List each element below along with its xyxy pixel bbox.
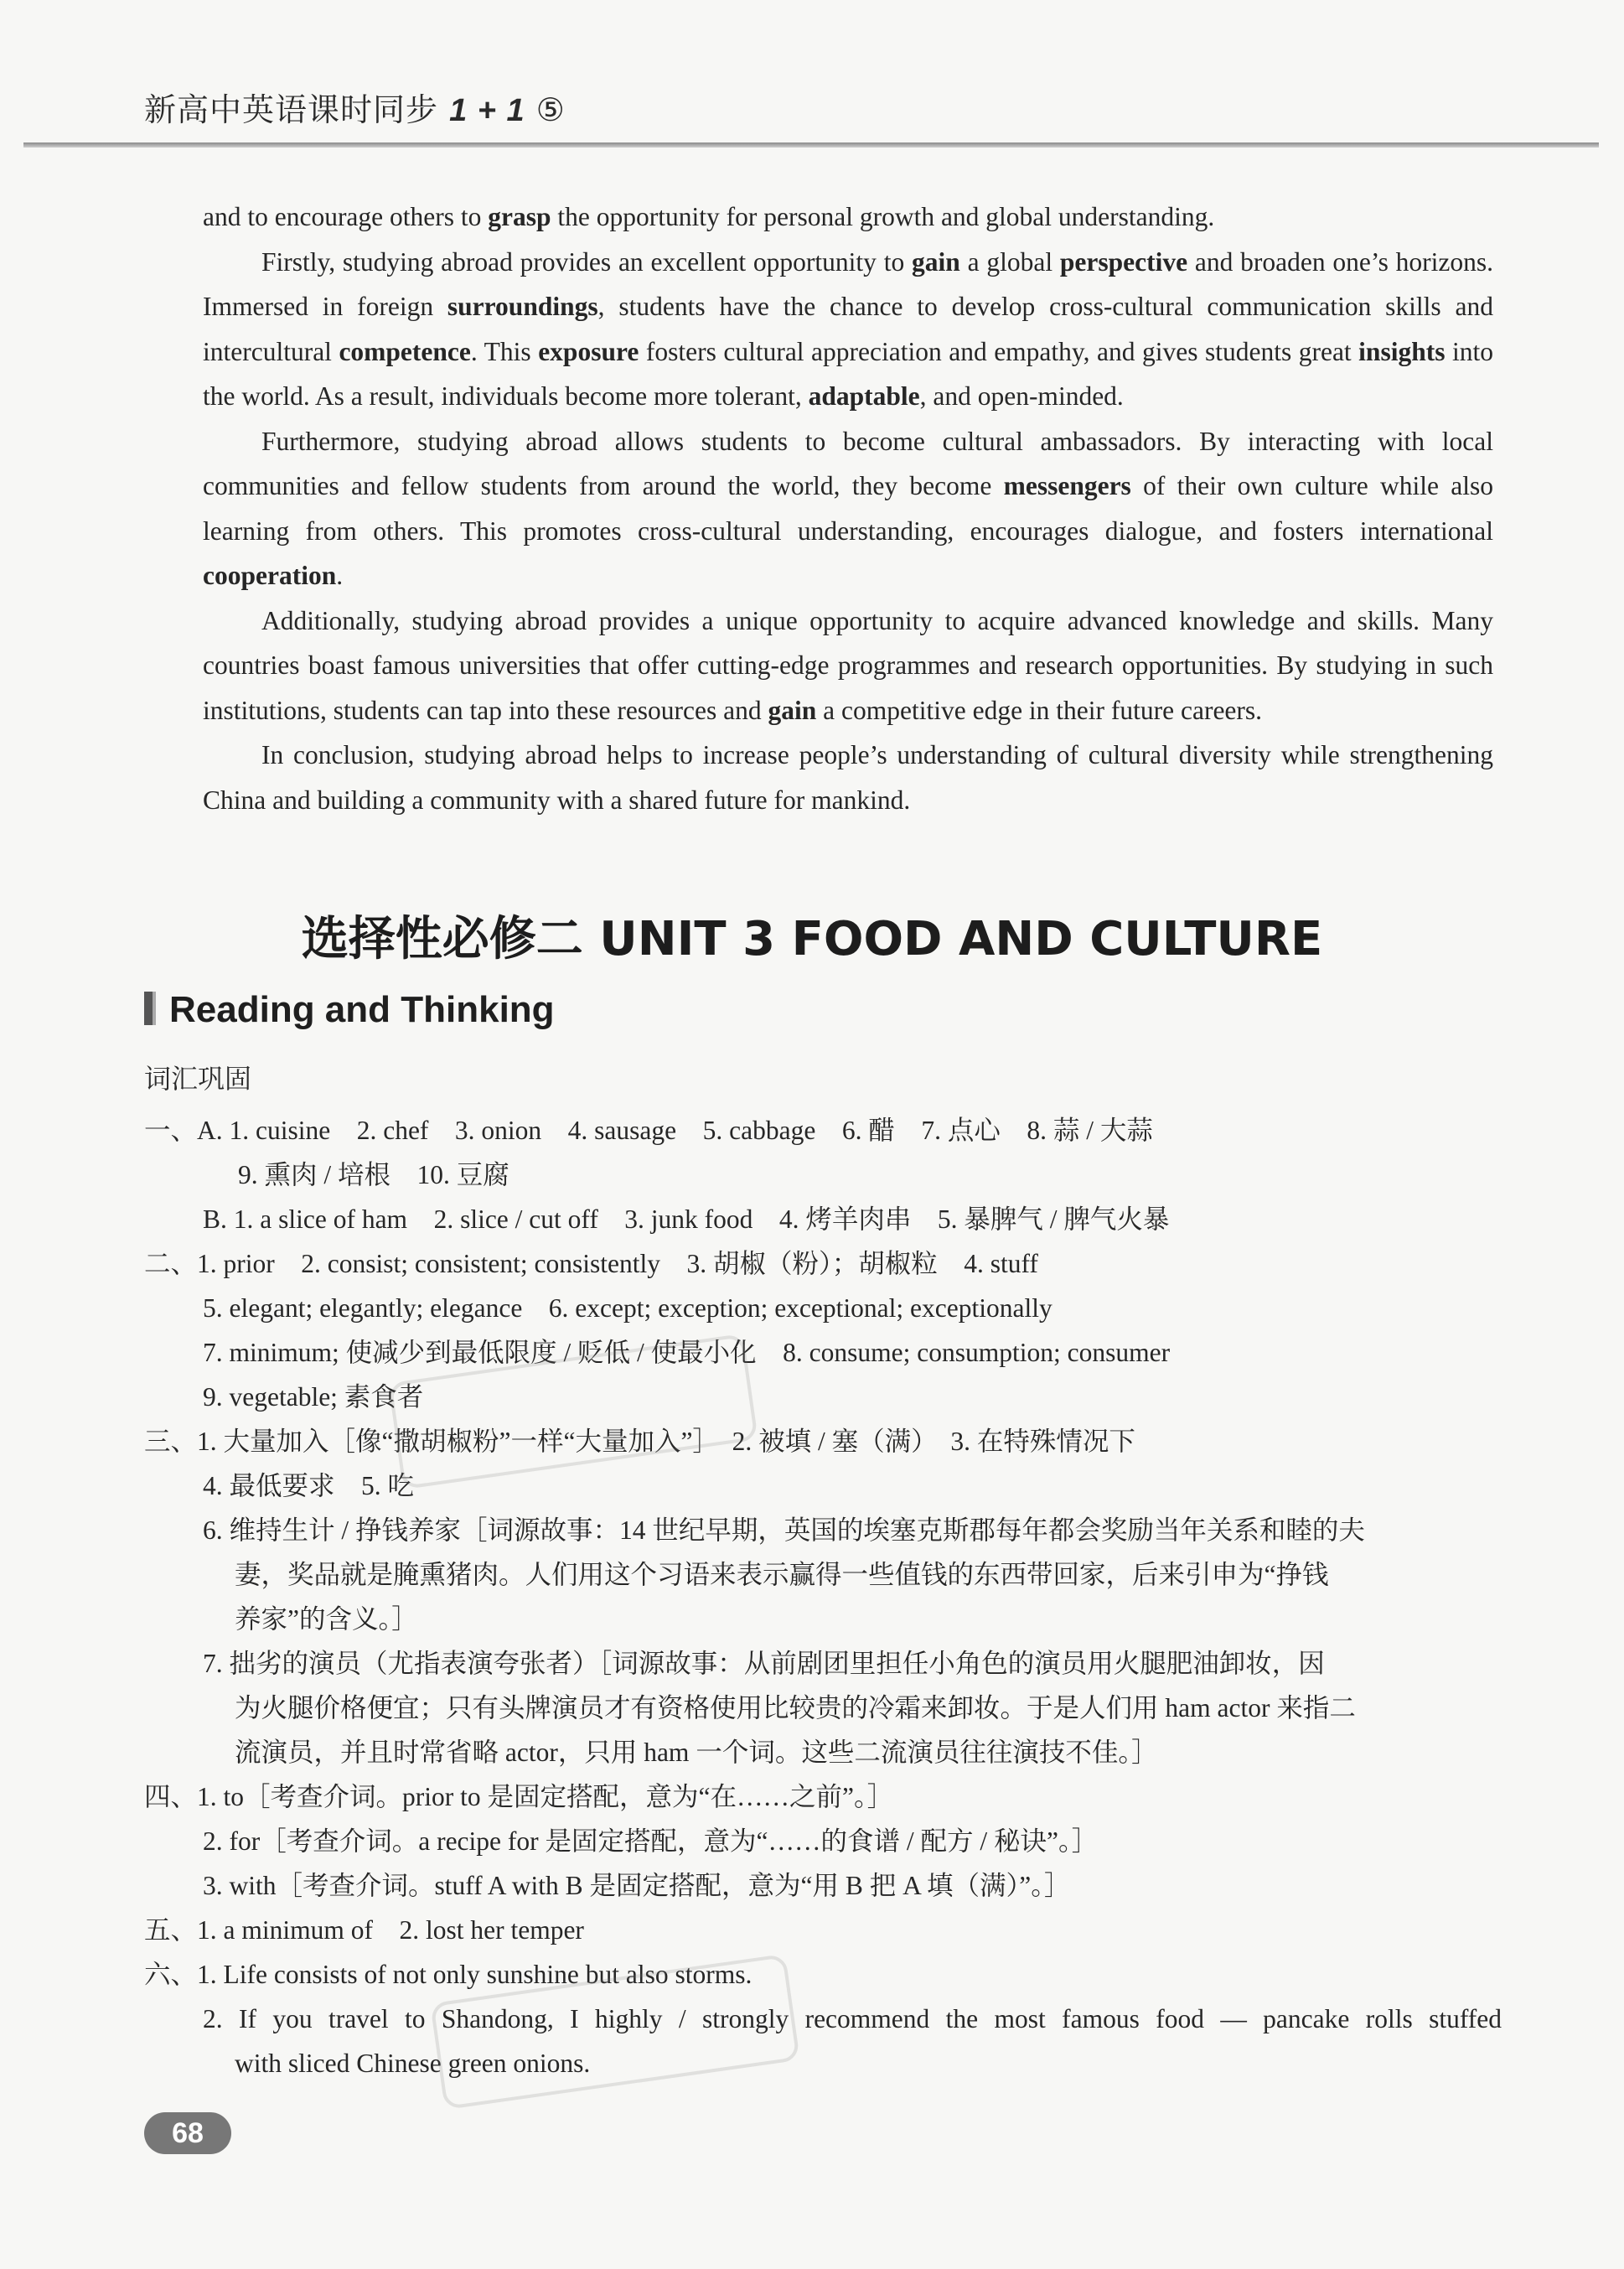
answer-line: 为火腿价格便宜；只有头牌演员才有资格使用比较贵的冷霜来卸妆。于是人们用 ham actor 来指二 (235, 1693, 1356, 1722)
answer-line: 4. 最低要求 5. 吃 (203, 1471, 415, 1500)
essay-paragraph-0: and to encourage others to grasp the opportunity for personal growth and global understanding. (203, 202, 1215, 231)
essay-paragraph-4: In conclusion, studying abroad helps to increase people’s understanding of cultural diversity while strengthening China and building a community with a shared future for mankind. (203, 740, 1493, 815)
answer-line: 7. 拙劣的演员（尤指表演夸张者）［词源故事：从前剧团里担任小角色的演员用火腿肥油卸妆，因 (203, 1649, 1325, 1678)
section-heading-text: Reading and Thinking (169, 989, 555, 1030)
essay-paragraph-1: Firstly, studying abroad provides an excellent opportunity to gain a global perspective and broaden one’s horizons. Immersed in foreign surroundings, students have the chance to develop cross-cultural communication skills and intercultural competence. This exposure fosters cultural appreciation and empathy, and gives students great insights into the world. As a result, individuals become more tolerant, adaptable, and open-minded. (203, 246, 1493, 411)
section-bar-icon (144, 992, 156, 1025)
unit-title: 选择性必修二 UNIT 3 FOOD AND CULTURE (301, 912, 1323, 966)
essay-paragraph-3: Additionally, studying abroad provides a unique opportunity to acquire advanced knowledge and skills. Many countries boast famous universities that offer cutting-edge programmes and research opportunities. By studying in such institutions, students can tap into these resources and gain a competitive edge in their future careers. (203, 605, 1493, 725)
answer-line: 5. elegant; elegantly; elegance 6. except; exception; exceptional; exceptionally (203, 1293, 1052, 1323)
answer-line: 六、1. Life consists of not only sunshine but also storms. (144, 1960, 753, 1989)
book-title-num: 1 + 1 (449, 93, 525, 128)
page-number: 68 (144, 2112, 231, 2154)
book-title-cn: 新高中英语课时同步 (144, 91, 439, 128)
answer-line: B. 1. a slice of ham 2. slice / cut off 3. junk food 4. 烤羊肉串 5. 暴脾气 / 脾气火暴 (203, 1204, 1170, 1234)
answer-line: 一、A. 1. cuisine 2. chef 3. onion 4. sausage 5. cabbage 6. 醋 7. 点心 8. 蒜 / 大蒜 (144, 1116, 1153, 1145)
answer-line: 2. for［考查介词。a recipe for 是固定搭配，意为“……的食谱 / 配方 / 秘诀”。］ (203, 1826, 1099, 1856)
book-volume-mark: ⑤ (535, 91, 566, 128)
answer-line: 妻，奖品就是腌熏猪肉。人们用这个习语来表示赢得一些值钱的东西带回家，后来引申为“挣钱 (235, 1560, 1329, 1589)
essay-paragraph-2: Furthermore, studying abroad allows students to become cultural ambassadors. By interacting with local communities and fellow students from around the world, they become messengers of their own culture while also learning from others. This promotes cross-cultural understanding, encourages dialogue, and fosters international cooperation. (203, 426, 1493, 590)
answer-line: 2. If you travel to Shandong, I highly / strongly recommend the most famous food — pancake rolls stuffed (203, 2004, 1502, 2033)
sub-heading: 词汇巩固 (144, 1063, 252, 1095)
answer-line: 二、1. prior 2. consist; consistent; consistently 3. 胡椒（粉）；胡椒粒 4. stuff (144, 1249, 1038, 1278)
answer-line: 五、1. a minimum of 2. lost her temper (144, 1915, 584, 1945)
answer-line: 三、1. 大量加入［像“撒胡椒粉”一样“大量加入”］ 2. 被填 / 塞（满） 3. 在特殊情况下 (144, 1427, 1135, 1456)
essay-text (203, 194, 1493, 822)
answer-line: 养家”的含义。］ (235, 1604, 418, 1634)
answer-line: 9. vegetable; 素食者 (203, 1382, 424, 1412)
book-title (144, 84, 566, 130)
answer-line: 9. 熏肉 / 培根 10. 豆腐 (238, 1160, 509, 1189)
answer-line: with sliced Chinese green onions. (235, 2049, 591, 2078)
page-header (0, 0, 1624, 151)
answer-line: 3. with［考查介词。stuff A with B 是固定搭配，意为“用 B 把 A 填（满）”。］ (203, 1871, 1071, 1900)
answer-line: 7. minimum; 使减少到最低限度 / 贬低 / 使最小化 8. consume; consumption; consumer (203, 1338, 1171, 1367)
answer-line: 四、1. to［考查介词。prior to 是固定搭配，意为“在……之前”。］ (144, 1782, 894, 1811)
answer-line: 流演员，并且时常省略 actor，只用 ham 一个词。这些二流演员往往演技不佳。］ (235, 1738, 1158, 1767)
section-heading (144, 989, 555, 1031)
answer-line: 6. 维持生计 / 挣钱养家［词源故事：14 世纪早期，英国的埃塞克斯郡每年都会奖励当年关系和睦的夫 (203, 1515, 1365, 1545)
header-rule (23, 142, 1599, 148)
